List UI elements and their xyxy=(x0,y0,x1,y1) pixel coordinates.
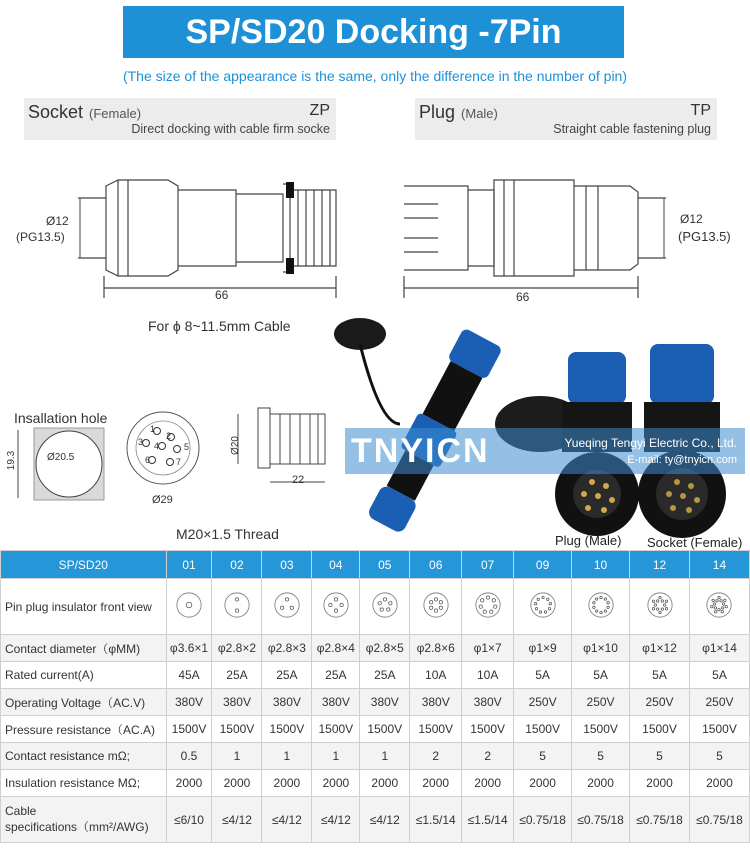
socket-desc: Direct docking with cable firm socke xyxy=(131,122,330,136)
table-cell: 2000 xyxy=(630,770,690,797)
table-row xyxy=(1,662,750,689)
table-cell: 250V xyxy=(514,689,572,716)
table-cell: φ1×7 xyxy=(462,635,514,662)
table-row xyxy=(1,770,750,797)
socket-code: ZP xyxy=(309,102,330,119)
table-row xyxy=(1,579,750,635)
table-cell: 5 xyxy=(514,743,572,770)
table-cell: 1500V xyxy=(689,716,749,743)
cable-label-line2: specifications（mm²/AWG) xyxy=(5,820,149,834)
pin-face-icon xyxy=(705,591,733,619)
col-header: 03 xyxy=(262,551,312,579)
spec-header-row xyxy=(1,551,750,579)
table-cell: 380V xyxy=(262,689,312,716)
thread-note: M20×1.5 Thread xyxy=(176,526,279,542)
col-header: 07 xyxy=(462,551,514,579)
install-label: Insallation hole xyxy=(14,410,108,426)
table-cell: ≤0.75/18 xyxy=(630,797,690,843)
table-cell: φ1×10 xyxy=(572,635,630,662)
pin-face-cell xyxy=(572,579,630,635)
table-cell: ≤4/12 xyxy=(212,797,262,843)
table-cell: 2000 xyxy=(312,770,360,797)
table-cell: 2000 xyxy=(166,770,212,797)
table-cell: 1500V xyxy=(212,716,262,743)
table-cell: φ3.6×1 xyxy=(166,635,212,662)
front-face-drawing xyxy=(118,408,208,498)
table-cell: 380V xyxy=(410,689,462,716)
table-cell: 1 xyxy=(312,743,360,770)
table-cell: 2000 xyxy=(689,770,749,797)
table-cell: 1 xyxy=(212,743,262,770)
pin-face-cell xyxy=(360,579,410,635)
row-label: Rated current(A) xyxy=(1,662,167,689)
table-cell: 2000 xyxy=(514,770,572,797)
table-cell: 250V xyxy=(630,689,690,716)
table-row xyxy=(1,797,750,843)
page-subtitle: (The size of the appearance is the same, only the difference in the number of pin) xyxy=(122,68,628,84)
socket-photo-label: Socket (Female) xyxy=(647,535,743,550)
pin-number-4: 4 xyxy=(154,441,160,451)
pin-face-icon xyxy=(371,591,399,619)
row-label: Contact diameter（φMM) xyxy=(1,635,167,662)
col-header: 01 xyxy=(166,551,212,579)
pin-face-icon xyxy=(223,591,251,619)
pin-number-2: 2 xyxy=(166,431,172,441)
panel-side-drawing xyxy=(230,398,340,508)
table-row xyxy=(1,635,750,662)
table-cell: 2000 xyxy=(572,770,630,797)
company-email: E-mail: ty@tnyicn.com xyxy=(627,454,737,466)
socket-dim-length: 66 xyxy=(215,288,229,302)
table-cell: φ2.8×3 xyxy=(262,635,312,662)
table-cell: 25A xyxy=(312,662,360,689)
table-cell: 250V xyxy=(689,689,749,716)
table-cell: ≤6/10 xyxy=(166,797,212,843)
table-cell: ≤1.5/14 xyxy=(410,797,462,843)
table-cell: 1500V xyxy=(572,716,630,743)
table-cell: 1500V xyxy=(262,716,312,743)
socket-name: Socket (Female) xyxy=(28,102,142,122)
table-cell: 1500V xyxy=(514,716,572,743)
table-cell: φ1×14 xyxy=(689,635,749,662)
install-dim-outer: Ø29 xyxy=(152,494,173,506)
col-header: 06 xyxy=(410,551,462,579)
spec-table xyxy=(0,550,750,843)
table-cell: 250V xyxy=(572,689,630,716)
company-name: Yueqing Tengyi Electric Co., Ltd. xyxy=(564,436,737,450)
col-header: 04 xyxy=(312,551,360,579)
pin-face-icon xyxy=(587,591,615,619)
col-header: 09 xyxy=(514,551,572,579)
pin-number-1: 1 xyxy=(150,424,156,434)
table-cell: 1500V xyxy=(360,716,410,743)
col-header: 02 xyxy=(212,551,262,579)
table-cell: φ1×9 xyxy=(514,635,572,662)
table-row xyxy=(1,716,750,743)
side-dim-length: 22 xyxy=(292,474,305,486)
col-header: 12 xyxy=(630,551,690,579)
side-dim-diameter: Ø20 xyxy=(229,436,241,455)
col-header: 10 xyxy=(572,551,630,579)
table-cell: 10A xyxy=(410,662,462,689)
table-cell: 1500V xyxy=(410,716,462,743)
table-cell: 380V xyxy=(312,689,360,716)
plug-dim-pg: (PG13.5) xyxy=(678,229,731,244)
table-cell: 5A xyxy=(514,662,572,689)
pin-face-icon xyxy=(175,591,203,619)
table-cell: ≤1.5/14 xyxy=(462,797,514,843)
pin-face-cell xyxy=(410,579,462,635)
table-row xyxy=(1,689,750,716)
table-cell: ≤0.75/18 xyxy=(689,797,749,843)
table-cell: 25A xyxy=(212,662,262,689)
pin-number-3: 3 xyxy=(138,437,144,447)
page-title: SP/SD20 Docking -7Pin xyxy=(123,6,624,58)
plug-dim-length: 66 xyxy=(516,290,530,304)
table-cell: 380V xyxy=(166,689,212,716)
table-cell: 25A xyxy=(262,662,312,689)
pin-face-icon xyxy=(422,591,450,619)
table-cell: 25A xyxy=(360,662,410,689)
plug-desc: Straight cable fastening plug xyxy=(553,122,711,136)
table-cell: φ2.8×2 xyxy=(212,635,262,662)
table-cell: 380V xyxy=(462,689,514,716)
pin-face-icon xyxy=(646,591,674,619)
pin-number-7: 7 xyxy=(176,457,182,467)
table-cell: 5A xyxy=(630,662,690,689)
table-cell: 2000 xyxy=(410,770,462,797)
pin-face-icon xyxy=(529,591,557,619)
plug-photo-label: Plug (Male) xyxy=(555,533,622,548)
pin-number-6: 6 xyxy=(145,455,151,465)
pin-face-icon xyxy=(322,591,350,619)
pin-face-cell xyxy=(262,579,312,635)
cable-label-line1: Cable xyxy=(5,804,37,818)
table-cell: 2000 xyxy=(262,770,312,797)
table-cell: 45A xyxy=(166,662,212,689)
row-label: Pin plug insulator front view xyxy=(1,579,167,635)
col-header: 05 xyxy=(360,551,410,579)
table-cell: ≤4/12 xyxy=(262,797,312,843)
table-cell: 5 xyxy=(630,743,690,770)
table-cell: 1500V xyxy=(630,716,690,743)
brand-watermark xyxy=(345,428,745,474)
spec-corner: SP/SD20 xyxy=(1,551,167,579)
table-cell: 380V xyxy=(360,689,410,716)
table-cell: 1500V xyxy=(312,716,360,743)
pin-face-cell xyxy=(462,579,514,635)
socket-cable-note: For ϕ 8~11.5mm Cable xyxy=(148,318,291,334)
table-cell: 2000 xyxy=(462,770,514,797)
plug-header xyxy=(415,98,717,140)
table-cell: 5A xyxy=(572,662,630,689)
pin-number-5: 5 xyxy=(184,442,190,452)
table-cell: 5A xyxy=(689,662,749,689)
table-cell: 10A xyxy=(462,662,514,689)
table-cell: 1 xyxy=(262,743,312,770)
row-label: Operating Voltage（AC.V) xyxy=(1,689,167,716)
pin-face-cell xyxy=(166,579,212,635)
table-cell: φ2.8×4 xyxy=(312,635,360,662)
row-label: Contact resistance mΩ; xyxy=(1,743,167,770)
table-cell: ≤4/12 xyxy=(360,797,410,843)
table-row xyxy=(1,743,750,770)
table-cell: 0.5 xyxy=(166,743,212,770)
install-hole-drawing xyxy=(14,426,124,506)
install-dim-height: 19.3 xyxy=(6,450,18,471)
table-cell: 1500V xyxy=(166,716,212,743)
table-cell: 2000 xyxy=(360,770,410,797)
pin-face-icon xyxy=(273,591,301,619)
plug-name: Plug (Male) xyxy=(419,102,498,122)
table-cell: φ1×12 xyxy=(630,635,690,662)
table-cell: 2000 xyxy=(212,770,262,797)
pin-face-icon xyxy=(474,591,502,619)
table-cell: ≤4/12 xyxy=(312,797,360,843)
socket-dim-pg: (PG13.5) xyxy=(16,230,65,244)
table-cell: 2 xyxy=(462,743,514,770)
table-cell: ≤0.75/18 xyxy=(514,797,572,843)
row-label: Insulation resistance MΩ; xyxy=(1,770,167,797)
pin-face-cell xyxy=(514,579,572,635)
plug-code: TP xyxy=(690,102,711,119)
table-cell: 2 xyxy=(410,743,462,770)
install-dim-inner: Ø20.5 xyxy=(47,452,75,463)
col-header: 14 xyxy=(689,551,749,579)
table-cell: 1500V xyxy=(462,716,514,743)
table-cell: 5 xyxy=(689,743,749,770)
pin-face-cell xyxy=(312,579,360,635)
table-cell: φ2.8×6 xyxy=(410,635,462,662)
pin-face-cell xyxy=(689,579,749,635)
socket-header xyxy=(24,98,336,140)
pin-face-cell xyxy=(630,579,690,635)
table-cell: ≤0.75/18 xyxy=(572,797,630,843)
brand-logo: TNYICN xyxy=(351,432,490,470)
table-cell: 5 xyxy=(572,743,630,770)
socket-dim-diameter: Ø12 xyxy=(46,214,69,228)
row-label: Pressure resistance（AC.A) xyxy=(1,716,167,743)
table-cell: 380V xyxy=(212,689,262,716)
table-cell: φ2.8×5 xyxy=(360,635,410,662)
table-cell: 1 xyxy=(360,743,410,770)
row-label xyxy=(1,797,167,843)
plug-dim-diameter: Ø12 xyxy=(680,212,703,226)
plug-drawing xyxy=(398,168,688,308)
socket-drawing xyxy=(18,168,348,308)
pin-face-cell xyxy=(212,579,262,635)
